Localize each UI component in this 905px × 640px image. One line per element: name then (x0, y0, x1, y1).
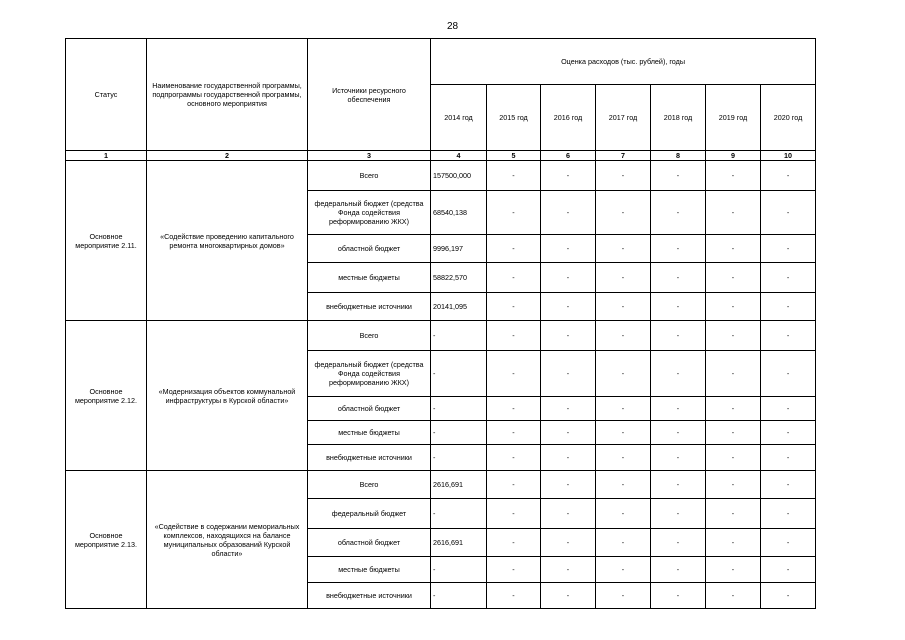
expense-value: - (706, 557, 761, 583)
header-year: 2014 год (431, 85, 487, 151)
header-year: 2016 год (541, 85, 596, 151)
expense-value: - (431, 445, 487, 471)
expense-value: - (761, 583, 816, 609)
column-number: 1 (66, 151, 147, 161)
expense-value: - (596, 583, 651, 609)
expense-value: - (706, 293, 761, 321)
expense-value: - (487, 351, 541, 397)
column-number: 7 (596, 151, 651, 161)
expense-value: - (431, 499, 487, 529)
expense-value: - (541, 191, 596, 235)
expense-value: - (541, 445, 596, 471)
expense-value: - (706, 445, 761, 471)
expense-value: - (541, 529, 596, 557)
expense-value: - (706, 161, 761, 191)
expense-value: - (487, 235, 541, 263)
expense-value: - (651, 321, 706, 351)
expense-value: - (761, 471, 816, 499)
expense-value: - (651, 351, 706, 397)
expense-value: - (541, 421, 596, 445)
expense-value: - (596, 557, 651, 583)
funding-source: местные бюджеты (308, 557, 431, 583)
expense-value: - (487, 191, 541, 235)
expense-value: - (706, 235, 761, 263)
expense-value: - (541, 161, 596, 191)
expense-value: - (761, 557, 816, 583)
expense-value: - (706, 583, 761, 609)
expense-value: 68540,138 (431, 191, 487, 235)
expense-value: - (541, 263, 596, 293)
expense-value: - (651, 191, 706, 235)
expense-value: - (651, 421, 706, 445)
header-year: 2019 год (706, 85, 761, 151)
funding-source: Всего (308, 471, 431, 499)
header-year: 2020 год (761, 85, 816, 151)
funding-source: областной бюджет (308, 397, 431, 421)
table-row (66, 321, 816, 351)
expense-value: - (431, 397, 487, 421)
expense-value: - (761, 161, 816, 191)
expense-value: - (487, 293, 541, 321)
expense-value: - (651, 161, 706, 191)
header-year: 2018 год (651, 85, 706, 151)
expense-value: - (541, 557, 596, 583)
header-year: 2017 год (596, 85, 651, 151)
header-status: Статус (66, 39, 147, 151)
expense-value: - (706, 499, 761, 529)
column-number-row (66, 151, 816, 161)
expense-value: - (431, 583, 487, 609)
expense-value: - (651, 263, 706, 293)
header-estimate: Оценка расходов (тыс. рублей), годы (431, 39, 816, 85)
expense-value: - (431, 351, 487, 397)
expense-value: - (651, 529, 706, 557)
expense-value: - (487, 421, 541, 445)
page-number: 28 (446, 21, 459, 32)
expense-value: - (761, 235, 816, 263)
expense-value: - (596, 397, 651, 421)
column-number: 5 (487, 151, 541, 161)
expense-value: - (706, 397, 761, 421)
expense-value: - (487, 499, 541, 529)
column-number: 6 (541, 151, 596, 161)
expense-value: - (596, 235, 651, 263)
expense-value: - (706, 351, 761, 397)
expense-value: - (541, 351, 596, 397)
funding-source: внебюджетные источники (308, 583, 431, 609)
expense-value: - (487, 321, 541, 351)
funding-source: внебюджетные источники (308, 293, 431, 321)
header-row (66, 39, 816, 85)
expense-value: - (487, 161, 541, 191)
funding-source: федеральный бюджет (средства Фонда содействия реформированию ЖКХ) (308, 191, 431, 235)
expense-value: - (651, 293, 706, 321)
funding-source: местные бюджеты (308, 263, 431, 293)
expense-value: - (431, 421, 487, 445)
expense-value: 20141,095 (431, 293, 487, 321)
table-body (66, 39, 816, 609)
expense-value: - (651, 235, 706, 263)
header-sources: Источники ресурсного обеспечения (308, 39, 431, 151)
expense-value: - (541, 235, 596, 263)
expense-value: - (431, 557, 487, 583)
column-number: 10 (761, 151, 816, 161)
expense-value: - (761, 529, 816, 557)
expense-value: - (541, 583, 596, 609)
expense-value: - (541, 499, 596, 529)
expense-value: - (596, 263, 651, 293)
expense-value: - (596, 529, 651, 557)
expense-value: - (431, 321, 487, 351)
expense-value: - (541, 471, 596, 499)
expense-value: - (761, 293, 816, 321)
expense-value: - (651, 397, 706, 421)
expense-value: - (596, 499, 651, 529)
measure-status: Основное мероприятие 2.12. (66, 321, 147, 471)
funding-source: областной бюджет (308, 529, 431, 557)
expense-value: - (487, 397, 541, 421)
expense-value: - (596, 293, 651, 321)
expense-value: - (541, 321, 596, 351)
expense-value: 2616,691 (431, 529, 487, 557)
expense-value: - (761, 191, 816, 235)
measure-name: «Модернизация объектов коммунальной инфраструктуры в Курской области» (147, 321, 308, 471)
measure-name: «Содействие проведению капитального ремонта многоквартирных домов» (147, 161, 308, 321)
expense-value: 157500,000 (431, 161, 487, 191)
column-number: 2 (147, 151, 308, 161)
expense-value: - (651, 499, 706, 529)
expense-value: - (761, 499, 816, 529)
column-number: 4 (431, 151, 487, 161)
expense-value: - (487, 529, 541, 557)
funding-source: Всего (308, 321, 431, 351)
column-number: 8 (651, 151, 706, 161)
header-year: 2015 год (487, 85, 541, 151)
expense-value: - (651, 557, 706, 583)
funding-source: федеральный бюджет (средства Фонда содействия реформированию ЖКХ) (308, 351, 431, 397)
expense-value: - (761, 445, 816, 471)
expense-value: - (706, 529, 761, 557)
expense-value: 9996,197 (431, 235, 487, 263)
expense-value: - (596, 471, 651, 499)
expense-value: - (596, 321, 651, 351)
table-row (66, 161, 816, 191)
expense-value: - (761, 351, 816, 397)
expense-value: - (761, 421, 816, 445)
expense-value: - (706, 263, 761, 293)
expense-value: - (761, 263, 816, 293)
funding-source: областной бюджет (308, 235, 431, 263)
expense-value: - (487, 583, 541, 609)
expense-value: - (706, 321, 761, 351)
column-number: 3 (308, 151, 431, 161)
expense-value: 2616,691 (431, 471, 487, 499)
expense-value: - (706, 191, 761, 235)
funding-source: местные бюджеты (308, 421, 431, 445)
expense-value: - (596, 445, 651, 471)
expense-value: - (487, 445, 541, 471)
expense-value: - (706, 471, 761, 499)
funding-source: федеральный бюджет (308, 499, 431, 529)
expense-value: - (761, 321, 816, 351)
expense-value: - (487, 557, 541, 583)
expense-value: - (651, 445, 706, 471)
measure-status: Основное мероприятие 2.13. (66, 471, 147, 609)
measure-status: Основное мероприятие 2.11. (66, 161, 147, 321)
expense-value: - (487, 471, 541, 499)
expense-value: - (596, 161, 651, 191)
table-row (66, 471, 816, 499)
measure-name: «Содействие в содержании мемориальных комплексов, находящихся на балансе муниципальных образований Курской области» (147, 471, 308, 609)
expense-value: 58822,570 (431, 263, 487, 293)
expense-value: - (761, 397, 816, 421)
expense-value: - (596, 351, 651, 397)
expense-value: - (596, 421, 651, 445)
expense-value: - (541, 293, 596, 321)
resource-table (65, 38, 816, 609)
expense-value: - (651, 471, 706, 499)
expense-value: - (541, 397, 596, 421)
column-number: 9 (706, 151, 761, 161)
expense-value: - (706, 421, 761, 445)
expense-value: - (487, 263, 541, 293)
funding-source: Всего (308, 161, 431, 191)
expense-value: - (596, 191, 651, 235)
expense-value: - (651, 583, 706, 609)
funding-source: внебюджетные источники (308, 445, 431, 471)
header-name: Наименование государственной программы, подпрограммы государственной программы, основного мероприятия (147, 39, 308, 151)
